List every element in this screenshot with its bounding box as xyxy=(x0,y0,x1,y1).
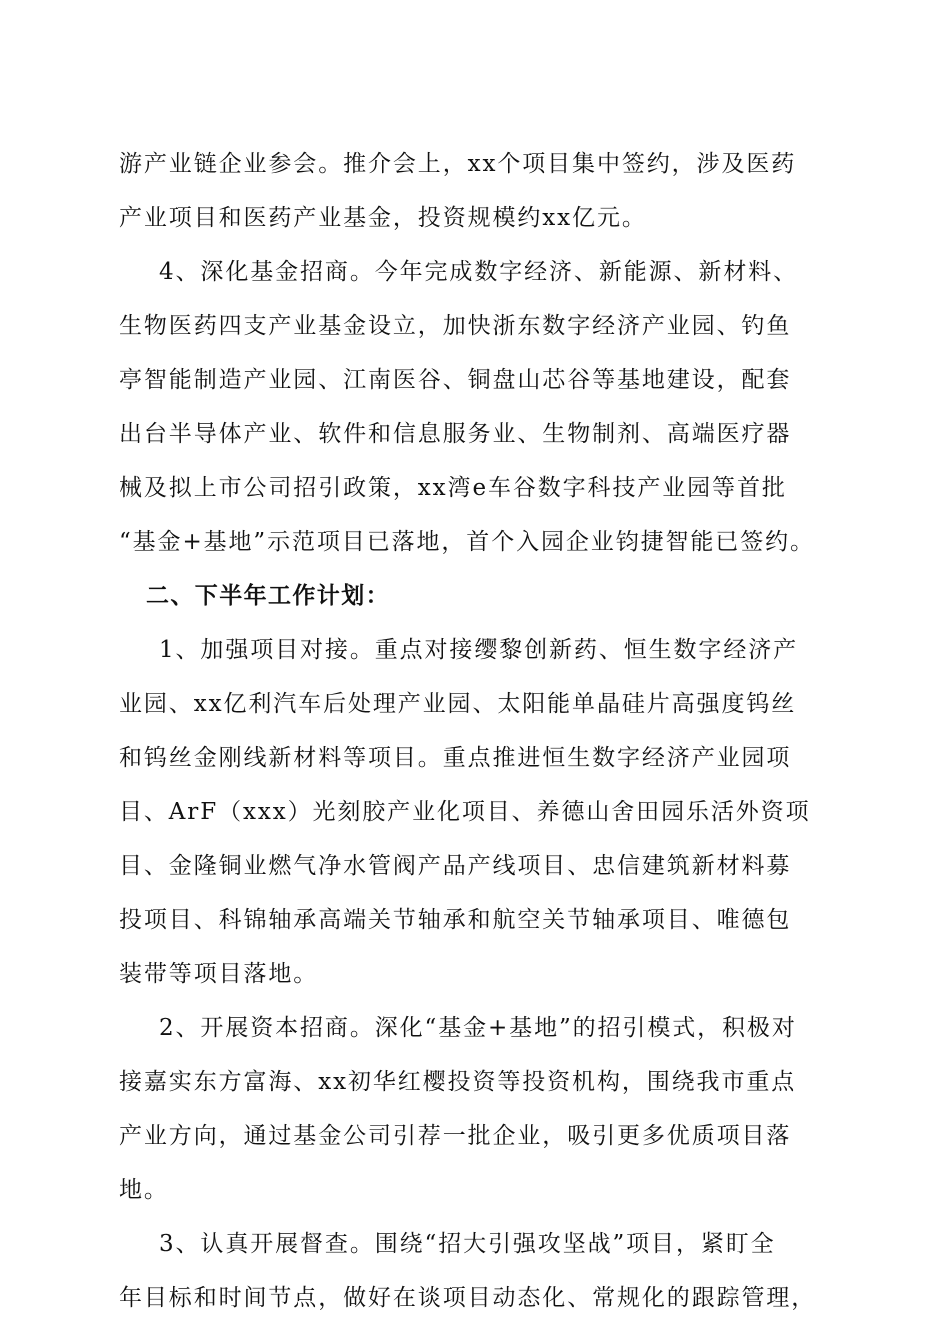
paragraph-line: 生物医药四支产业基金设立，加快浙东数字经济产业园、钓鱼 xyxy=(119,313,792,339)
paragraph-line: 游产业链企业参会。推介会上，xx个项目集中签约，涉及医药 xyxy=(119,151,797,177)
paragraph-line: 械及拟上市公司招引政策，xx湾e车谷数字科技产业园等首批 xyxy=(119,475,787,501)
paragraph-line: 亭智能制造产业园、江南医谷、铜盘山芯谷等基地建设，配套 xyxy=(119,367,792,393)
paragraph-line: 接嘉实东方富海、xx初华红樱投资等投资机构，围绕我市重点 xyxy=(119,1069,797,1095)
paragraph-line: 地。 xyxy=(119,1177,169,1203)
paragraph-line: 和钨丝金刚线新材料等项目。重点推进恒生数字经济产业园项 xyxy=(119,745,792,771)
paragraph-line: 目、金隆铜业燃气净水管阀产品产线项目、忠信建筑新材料募 xyxy=(119,853,792,879)
paragraph-line: 产业方向，通过基金公司引荐一批企业，吸引更多优质项目落 xyxy=(119,1123,792,1149)
paragraph-line: 装带等项目落地。 xyxy=(119,961,319,987)
paragraph-line: 1、加强项目对接。重点对接缨黎创新药、恒生数字经济产 xyxy=(159,637,799,663)
section-heading: 二、下半年工作计划： xyxy=(146,582,390,609)
paragraph-line: 产业项目和医药产业基金，投资规模约xx亿元。 xyxy=(119,205,647,231)
paragraph-line: 2、开展资本招商。深化“基金+基地”的招引模式，积极对 xyxy=(159,1015,797,1041)
paragraph-line: 4、深化基金招商。今年完成数字经济、新能源、新材料、 xyxy=(159,259,799,285)
paragraph-line: 目、ArF（xxx）光刻胶产业化项目、养德山舍田园乐活外资项 xyxy=(119,799,811,825)
paragraph-line: 业园、xx亿利汽车后处理产业园、太阳能单晶硅片高强度钨丝 xyxy=(119,691,797,717)
paragraph-line: “基金+基地”示范项目已落地，首个入园企业钧捷智能已签约。 xyxy=(119,529,815,555)
paragraph-line: 出台半导体产业、软件和信息服务业、生物制剂、高端医疗器 xyxy=(119,421,792,447)
paragraph-line: 年目标和时间节点，做好在谈项目动态化、常规化的跟踪管理， xyxy=(119,1285,817,1311)
paragraph-line: 投项目、科锦轴承高端关节轴承和航空关节轴承项目、唯德包 xyxy=(119,907,792,933)
document-body xyxy=(119,142,831,1330)
paragraph-line: 3、认真开展督查。围绕“招大引强攻坚战”项目，紧盯全 xyxy=(159,1231,776,1257)
